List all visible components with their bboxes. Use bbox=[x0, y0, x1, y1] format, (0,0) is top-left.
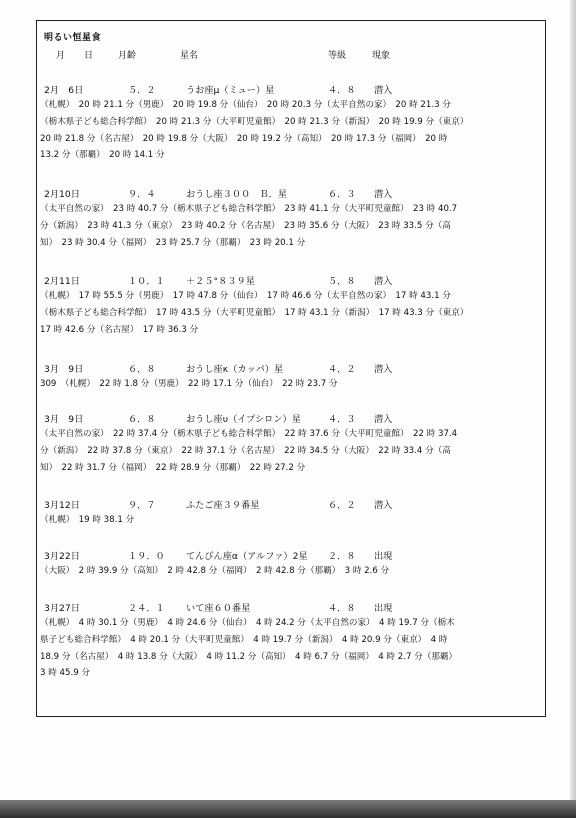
event-moon-age: １０．１ bbox=[128, 276, 165, 287]
event-magnitude: ６．２ bbox=[328, 500, 356, 511]
event-header bbox=[40, 600, 540, 614]
event-time-line: （札幌） 17 時 55.5 分（男鹿） 17 時 47.8 分（仙台） 17 時 46.6 分（太平自然の家） 17 時 43.1 分 bbox=[40, 291, 451, 301]
occultation-event bbox=[40, 82, 540, 164]
event-header bbox=[40, 273, 540, 287]
col-header-magnitude: 等級 bbox=[328, 51, 347, 61]
event-star-name: いて座６０番星 bbox=[186, 603, 251, 614]
event-moon-age: ２４．１ bbox=[128, 603, 165, 614]
event-magnitude: ５．８ bbox=[328, 276, 356, 287]
event-time-line: （札幌） 4 時 30.1 分（男鹿） 4 時 24.6 分（仙台） 4 時 24.2 分（太平自然の家） 4 時 19.7 分（栃木 bbox=[40, 618, 455, 628]
event-magnitude: ４．８ bbox=[328, 85, 356, 96]
event-time-line: 分（新潟） 23 時 41.3 分（東京） 23 時 40.2 分（名古屋） 23 時 35.6 分（大阪） 23 時 33.5 分（高 bbox=[40, 220, 451, 231]
event-times bbox=[40, 615, 540, 682]
scan-bottom-shadow bbox=[0, 800, 576, 818]
event-times bbox=[40, 512, 540, 529]
event-time-line: 知） 23 時 30.4 分（福岡） 23 時 25.7 分（那覇） 23 時 20.1 分 bbox=[40, 237, 306, 248]
event-magnitude: ４．２ bbox=[328, 364, 356, 375]
event-times bbox=[40, 563, 540, 580]
event-star-name: ＋２５°８３９星 bbox=[186, 276, 255, 287]
occultation-event bbox=[40, 548, 540, 580]
event-star-name: おうし座３００ Ｂ．星 bbox=[186, 189, 288, 200]
event-date: 2月10日 bbox=[44, 189, 80, 200]
occultation-event bbox=[40, 600, 540, 682]
event-phenomenon: 潜入 bbox=[374, 500, 393, 511]
event-header bbox=[40, 497, 540, 511]
event-time-line: 17 時 42.6 分（名古屋） 17 時 36.3 分 bbox=[40, 324, 199, 335]
event-date: 3月12日 bbox=[44, 500, 80, 511]
event-times bbox=[40, 426, 540, 476]
event-date: 3月 9日 bbox=[44, 364, 84, 375]
event-time-line: 分（新潟） 22 時 37.8 分（東京） 22 時 37.1 分（名古屋） 22 時 34.5 分（大阪） 22 時 33.4 分（高 bbox=[40, 445, 451, 456]
event-header bbox=[40, 186, 540, 200]
event-moon-age: ９．４ bbox=[128, 189, 156, 200]
occultation-event bbox=[40, 361, 540, 393]
event-time-line: 知） 22 時 31.7 分（福岡） 22 時 28.9 分（那覇） 22 時 27.2 分 bbox=[40, 462, 306, 473]
event-date: 3月27日 bbox=[44, 603, 80, 614]
occultation-event bbox=[40, 273, 540, 338]
event-time-line: 18.9 分（名古屋） 4 時 13.8 分（大阪） 4 時 11.2 分（高知） 4 時 6.7 分（福岡） 4 時 2.7 分（那覇） bbox=[40, 651, 458, 662]
event-star-name: おうし座υ（イプシロン）星 bbox=[186, 414, 301, 425]
event-time-line: 県子ども総合科学館） 4 時 20.1 分（大平町児童館） 4 時 19.7 分（新潟） 4 時 20.9 分（東京） 4 時 bbox=[40, 634, 448, 645]
document-title: 明るい恒星食 bbox=[44, 33, 102, 43]
event-phenomenon: 出現 bbox=[374, 551, 393, 562]
event-phenomenon: 潜入 bbox=[374, 276, 393, 287]
col-header-month: 月 bbox=[56, 51, 66, 61]
event-moon-age: ６．８ bbox=[128, 414, 156, 425]
event-header bbox=[40, 411, 540, 425]
event-time-line: （栃木県子ども総合科学館） 17 時 43.5 分（大平町児童館） 17 時 43.1 分（新潟） 17 時 43.3 分（東京） bbox=[40, 307, 469, 318]
event-star-name: てんびん座α（アルファ）2星 bbox=[186, 551, 308, 562]
event-magnitude: ４．３ bbox=[328, 414, 356, 425]
event-time-line: （札幌） 20 時 21.1 分（男鹿） 20 時 19.8 分（仙台） 20 時 20.3 分（太平自然の家） 20 時 21.3 分 bbox=[40, 100, 451, 110]
event-times bbox=[40, 201, 540, 251]
event-time-line: （札幌） 19 時 38.1 分 bbox=[40, 515, 135, 525]
scan-edge-shadow bbox=[570, 0, 576, 818]
event-time-line: 3 時 45.9 分 bbox=[40, 668, 90, 679]
event-time-line: 13.2 分（那覇） 20 時 14.1 分 bbox=[40, 150, 165, 161]
event-times bbox=[40, 376, 540, 393]
event-times bbox=[40, 97, 540, 164]
event-date: 2月 6日 bbox=[44, 85, 84, 96]
event-phenomenon: 潜入 bbox=[374, 189, 393, 200]
col-header-phenomenon: 現象 bbox=[372, 51, 391, 61]
event-phenomenon: 潜入 bbox=[374, 364, 393, 375]
event-moon-age: ６．８ bbox=[128, 364, 156, 375]
event-header bbox=[40, 82, 540, 96]
event-moon-age: １９．０ bbox=[128, 551, 165, 562]
event-time-line: （太平自然の家） 23 時 40.7 分（栃木県子ども総合科学館） 23 時 41.1 分（大平町児童館） 23 時 40.7 bbox=[40, 204, 458, 214]
event-time-line: 20 時 21.8 分（名古屋） 20 時 19.8 分（大阪） 20 時 19.2 分（高知） 20 時 17.3 分（福岡） 20 時 bbox=[40, 133, 448, 144]
event-moon-age: ９．７ bbox=[128, 500, 156, 511]
event-time-line: （栃木県子ども総合科学館） 20 時 21.3 分（大平町児童館） 20 時 21.3 分（新潟） 20 時 19.9 分（東京） bbox=[40, 116, 469, 127]
event-phenomenon: 出現 bbox=[374, 603, 393, 614]
event-date: 2月11日 bbox=[44, 276, 80, 287]
event-moon-age: ５．２ bbox=[128, 85, 156, 96]
event-time-line: 309 （札幌） 22 時 1.8 分（男鹿） 22 時 17.1 分（仙台） 22 時 23.7 分 bbox=[40, 379, 338, 389]
event-header bbox=[40, 361, 540, 375]
occultation-event bbox=[40, 497, 540, 529]
event-magnitude: ６．３ bbox=[328, 189, 356, 200]
event-header bbox=[40, 548, 540, 562]
event-phenomenon: 潜入 bbox=[374, 414, 393, 425]
event-times bbox=[40, 288, 540, 338]
col-header-moon-age: 月齢 bbox=[118, 51, 137, 61]
event-star-name: うお座μ（ミュー）星 bbox=[186, 85, 275, 96]
event-star-name: ふたご座３９番星 bbox=[186, 500, 260, 511]
occultation-event bbox=[40, 186, 540, 251]
event-date: 3月 9日 bbox=[44, 414, 84, 425]
event-magnitude: ４．８ bbox=[328, 603, 356, 614]
event-magnitude: ２．８ bbox=[328, 551, 356, 562]
event-phenomenon: 潜入 bbox=[374, 85, 393, 96]
col-header-star: 星名 bbox=[180, 51, 199, 61]
col-header-day: 日 bbox=[84, 51, 94, 61]
occultation-event bbox=[40, 411, 540, 476]
event-time-line: （太平自然の家） 22 時 37.4 分（栃木県子ども総合科学館） 22 時 37.6 分（大平町児童館） 22 時 37.4 bbox=[40, 429, 458, 439]
event-date: 3月22日 bbox=[44, 551, 80, 562]
event-time-line: （大阪） 2 時 39.9 分（高知） 2 時 42.8 分（福岡） 2 時 42.8 分（那覇） 3 時 2.6 分 bbox=[40, 566, 390, 576]
event-star-name: おうし座κ（カッパ）星 bbox=[186, 364, 284, 375]
